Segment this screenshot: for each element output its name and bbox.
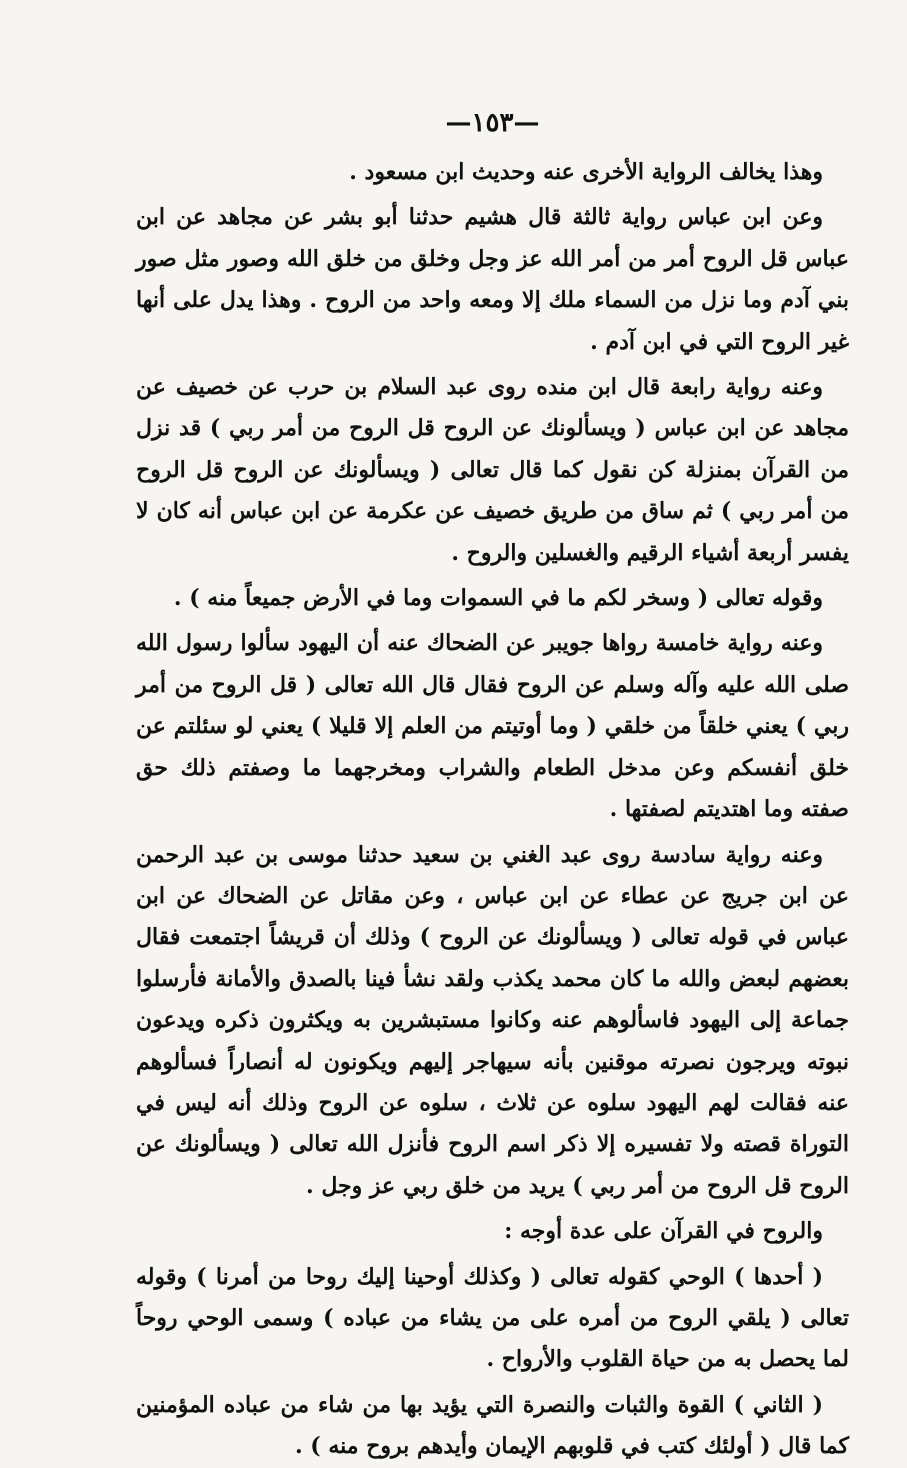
paragraph: وعنه رواية رابعة قال ابن منده روى عبد السلام بن حرب عن خصيف عن مجاهد عن ابن عباس ( ويسألونك عن الروح قل الروح من أمر ربي ) قد نزل من القرآن بمنزلة كن نقول كما قال تعالى ( ويسألونك عن الروح قل الروح من أمر ربي ) ثم ساق من طريق خصيف عن عكرمة عن ابن عباس أنه كان لا يفسر أربعة أشياء الرقيم والغسلين والروح . bbox=[136, 374, 849, 566]
paragraph: والروح في القرآن على عدة أوجه : bbox=[504, 1218, 823, 1245]
paragraph: وهذا يخالف الرواية الأخرى عنه وحديث ابن مسعود . bbox=[349, 159, 823, 185]
page-number: —١٥٣— bbox=[445, 108, 540, 138]
paragraph: وعنه رواية سادسة روى عبد الغني بن سعيد حدثنا موسى بن عبد الرحمن عن ابن جريج عن عطاء عن ابن عباس ، وعن مقاتل عن الضحاك عن ابن عباس في قوله تعالى ( ويسألونك عن الروح ) وذلك أن قريشاً اجتمعت فقال بعضهم لبعض والله ما كان محمد يكذب ولقد نشأ فينا بالصدق والأمانة فأرسلوا جماعة إلى اليهود فاسألوهم عنه وكانوا مستبشرين به ويكثرون ذكره ويدعون نبوته ويرجون نصرته موقنين بأنه سيهاجر إليهم ويكونون له أنصاراً فسألوهم عنه فقالت لهم اليهود سلوه عن ثلاث ، سلوه عن الروح وذلك أنه ليس في التوراة قصته ولا تفسيره إلا ذكر اسم الروح فأنزل الله تعالى ( ويسألونك عن الروح قل الروح من أمر ربي ) يريد من خلق ربي عز وجل . bbox=[136, 841, 849, 1199]
paragraph: وعن ابن عباس رواية ثالثة قال هشيم حدثنا أبو بشر عن مجاهد عن ابن عباس قل الروح أمر من أمر الله عز وجل وخلق من خلق الله وصور مثل صور بني آدم وما نزل من السماء ملك إلا ومعه واحد من الروح . وهذا يدل على أنها غير الروح التي في ابن آدم . bbox=[136, 204, 849, 355]
body-text bbox=[136, 152, 849, 1468]
paragraph: وقوله تعالى ( وسخر لكم ما في السموات وما في الأرض جميعاً منه ) . bbox=[173, 585, 823, 612]
paragraph: ( الثاني ) القوة والثبات والنصرة التي يؤيد بها من شاء من عباده المؤمنين كما قال ( أولئك كتب في قلوبهم الإيمان وأيدهم بروح منه ) . bbox=[136, 1391, 849, 1460]
paragraph: وعنه رواية خامسة رواها جويبر عن الضحاك عنه أن اليهود سألوا رسول الله صلى الله عليه وآله وسلم عن الروح فقال قال الله تعالى ( قل الروح من أمر ربي ) يعني خلقاً من خلقي ( وما أوتيتم من العلم إلا قليلا ) يعني لو سئلتم عن خلق أنفسكم وعن مدخل الطعام والشراب ومخرجهما ما وصفتم ذلك حق صفته وما اهتديتم لصفتها . bbox=[136, 630, 849, 823]
paragraph: ( أحدها ) الوحي كقوله تعالى ( وكذلك أوحينا إليك روحا من أمرنا ) وقوله تعالى ( يلقي الروح من أمره على من يشاء من عباده ) وسمى الوحي روحاً لما يحصل به من حياة القلوب والأرواح . bbox=[136, 1263, 849, 1373]
